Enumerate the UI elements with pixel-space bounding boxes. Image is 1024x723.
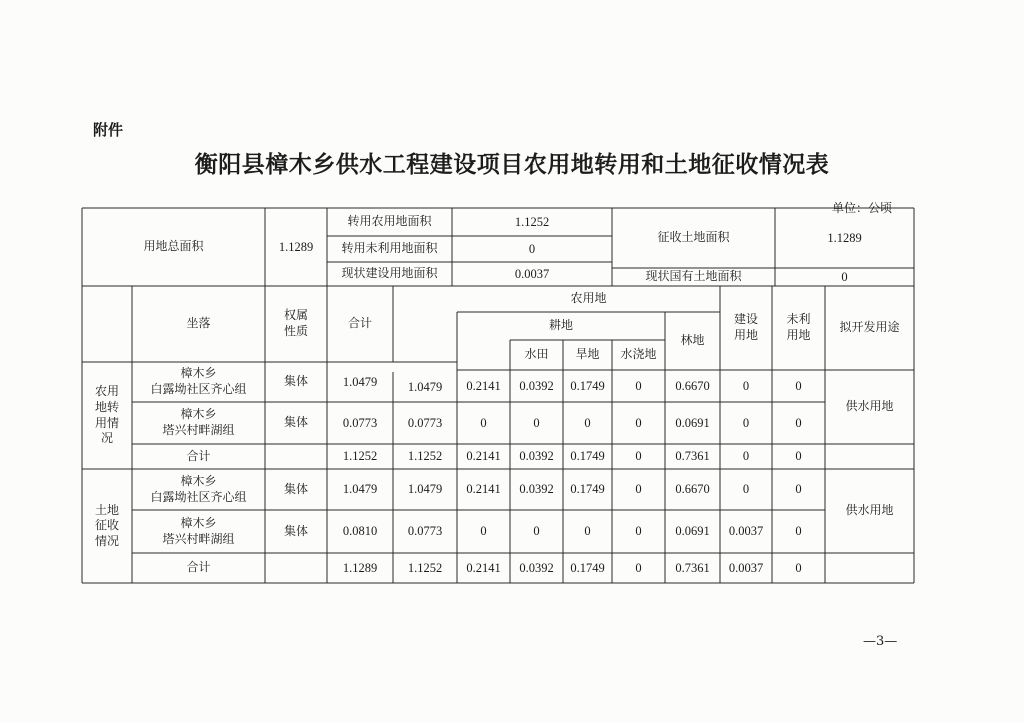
- expropriated-value: 1.1289: [827, 230, 862, 245]
- forest-cell: 0.0691: [675, 415, 710, 430]
- irrigated-cell: 0: [635, 449, 642, 464]
- table-row-location: 樟木乡 白露坳社区齐心组: [150, 473, 247, 504]
- header-cultivated: 耕地: [548, 318, 573, 333]
- construction-cell: 0.0037: [728, 524, 764, 539]
- irrigated-cell: 0: [635, 415, 642, 430]
- header-forest: 林地: [680, 333, 705, 348]
- unused-cell: 0: [795, 415, 802, 430]
- dry-cell: 0.1749: [570, 378, 605, 393]
- cultivated-cell: 0.2141: [466, 378, 501, 393]
- header-paddy: 水田: [524, 347, 549, 362]
- farmland-cell: 1.1252: [407, 560, 443, 575]
- state-owned-value: 0: [841, 269, 848, 284]
- unused-cell: 0: [795, 378, 802, 393]
- forest-cell: 0.6670: [675, 378, 710, 393]
- header-total: 合计: [347, 316, 372, 331]
- unused-cell: 0: [795, 482, 802, 497]
- total-cell: 1.0479: [342, 374, 378, 389]
- irrigated-cell: 0: [635, 560, 642, 575]
- converted-farmland-label: 转用农用地面积: [347, 214, 432, 229]
- expropriated-label: 征收土地面积: [657, 230, 730, 245]
- existing-construction-label: 现状建设用地面积: [341, 266, 438, 281]
- header-dry: 旱地: [575, 347, 600, 362]
- paddy-cell: 0: [533, 415, 540, 430]
- header-construction: 建设 用地: [733, 312, 758, 342]
- unused-cell: 0: [795, 449, 802, 464]
- paddy-cell: 0.0392: [519, 482, 554, 497]
- section-label-expropriation: 土地 征收 情况: [94, 502, 119, 548]
- converted-unused-label: 转用未利用地面积: [341, 241, 438, 256]
- table-row-location: 樟木乡 塔兴村畔湖组: [162, 515, 235, 546]
- header-farmland: 农用地: [570, 291, 607, 306]
- total-cell: 0.0810: [342, 524, 378, 539]
- farmland-cell: 1.0479: [407, 482, 443, 497]
- converted-farmland-value: 1.1252: [514, 214, 550, 229]
- table-row-location: 樟木乡 塔兴村畔湖组: [162, 407, 235, 437]
- subtotal-label: 合计: [186, 560, 211, 575]
- planned-use-expropriation: 供水用地: [845, 503, 894, 518]
- total-area-label: 用地总面积: [143, 239, 204, 254]
- dry-cell: 0.1749: [570, 482, 605, 497]
- construction-cell: 0.0037: [728, 560, 764, 575]
- unused-cell: 0: [795, 524, 802, 539]
- paddy-cell: 0.0392: [519, 378, 554, 393]
- header-location: 坐落: [186, 316, 211, 331]
- total-cell: 1.0479: [342, 482, 378, 497]
- dry-cell: 0: [584, 415, 591, 430]
- header-planned-use: 拟开发用途: [839, 320, 900, 335]
- table-row-location: 樟木乡 白露坳社区齐心组: [150, 366, 247, 396]
- paddy-cell: 0.0392: [519, 560, 554, 575]
- unit-label: 单位：公顷: [832, 201, 893, 215]
- construction-cell: 0: [742, 378, 750, 393]
- farmland-cell: 1.0479: [407, 379, 443, 394]
- farmland-cell: 0.0773: [407, 415, 443, 430]
- total-area-value: 1.1289: [278, 239, 314, 254]
- paddy-cell: 0: [533, 524, 540, 539]
- construction-cell: 0: [742, 482, 750, 497]
- ownership-cell: 集体: [283, 481, 308, 496]
- attachment-label: 附件: [93, 121, 124, 139]
- construction-cell: 0: [742, 449, 750, 464]
- cultivated-cell: 0.2141: [466, 560, 501, 575]
- farmland-cell: 0.0773: [407, 524, 443, 539]
- cultivated-cell: 0: [480, 524, 487, 539]
- existing-construction-value: 0.0037: [514, 266, 550, 281]
- ownership-cell: 集体: [283, 523, 308, 538]
- unused-cell: 0: [795, 560, 802, 575]
- header-irrigated: 水浇地: [620, 347, 657, 362]
- converted-unused-value: 0: [528, 241, 536, 256]
- dry-cell: 0: [584, 524, 591, 539]
- irrigated-cell: 0: [635, 378, 642, 393]
- document-title: 衡阳县樟木乡供水工程建设项目农用地转用和土地征收情况表: [194, 151, 830, 178]
- farmland-cell: 1.1252: [407, 449, 443, 464]
- state-owned-label: 现状国有土地面积: [645, 269, 742, 284]
- forest-cell: 0.7361: [675, 449, 710, 464]
- construction-cell: 0: [742, 415, 750, 430]
- total-cell: 0.0773: [342, 415, 378, 430]
- section-label-conversion: 农用 地转 用情 况: [94, 384, 119, 446]
- total-cell: 1.1289: [342, 560, 378, 575]
- header-ownership: 权属 性质: [283, 308, 308, 338]
- forest-cell: 0.0691: [675, 524, 710, 539]
- ownership-cell: 集体: [283, 415, 308, 430]
- cultivated-cell: 0: [480, 415, 487, 430]
- forest-cell: 0.7361: [675, 560, 710, 575]
- subtotal-label: 合计: [186, 448, 211, 463]
- planned-use-conversion: 供水用地: [845, 399, 894, 414]
- header-unused: 未利 用地: [786, 312, 811, 342]
- irrigated-cell: 0: [635, 524, 642, 539]
- forest-cell: 0.6670: [675, 482, 710, 497]
- irrigated-cell: 0: [635, 482, 642, 497]
- paddy-cell: 0.0392: [519, 449, 554, 464]
- total-cell: 1.1252: [342, 449, 378, 464]
- ownership-cell: 集体: [283, 374, 308, 389]
- cultivated-cell: 0.2141: [466, 482, 501, 497]
- dry-cell: 0.1749: [570, 449, 605, 464]
- page-number: —3—: [863, 634, 898, 649]
- dry-cell: 0.1749: [570, 560, 605, 575]
- cultivated-cell: 0.2141: [466, 449, 501, 464]
